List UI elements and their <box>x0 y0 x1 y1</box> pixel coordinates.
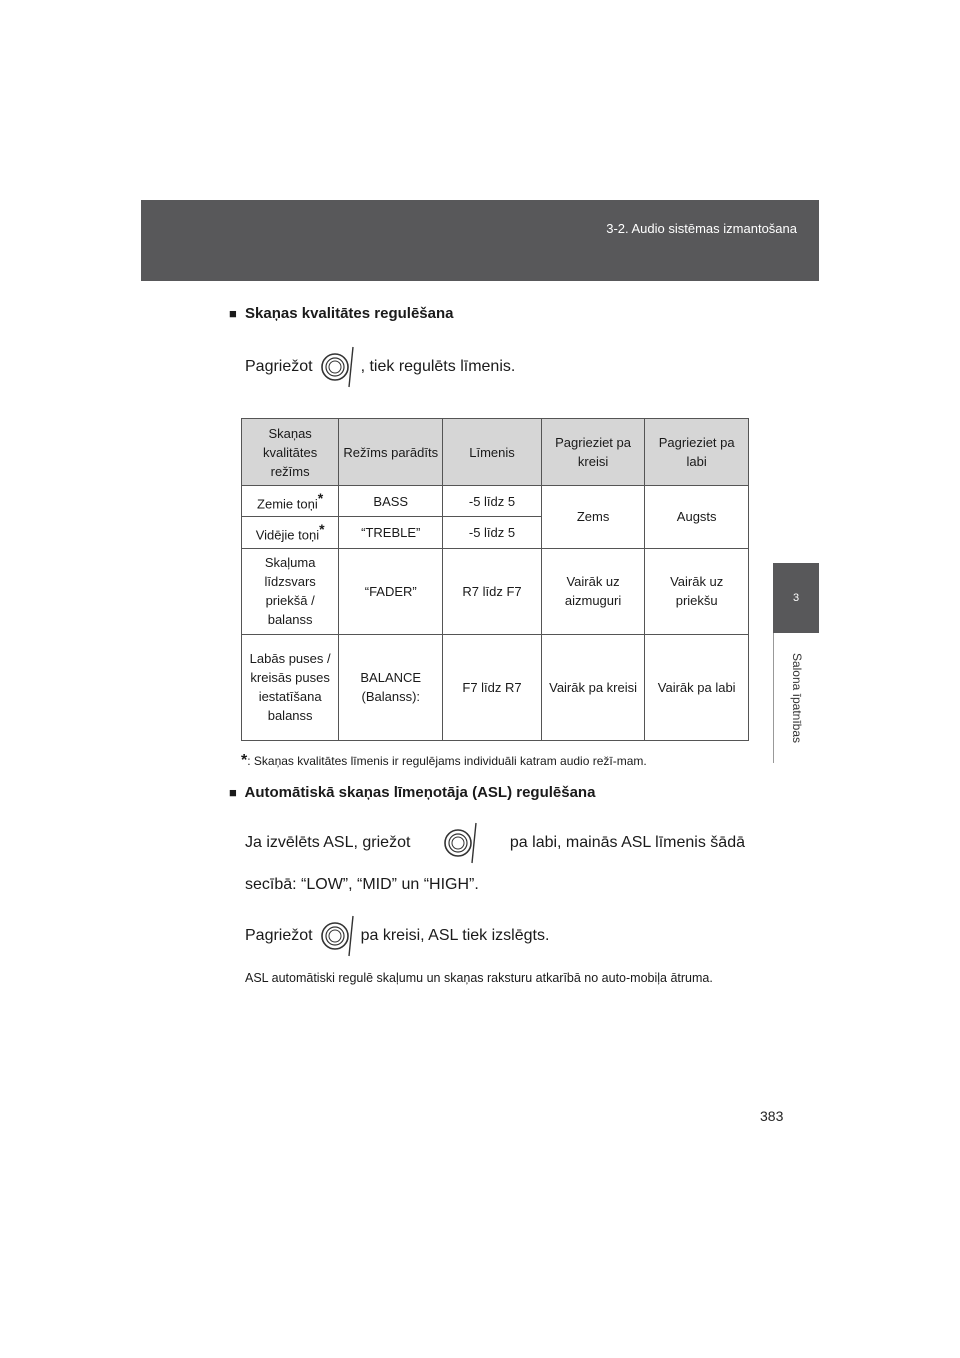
table-cell: Zemie toņi* <box>242 486 339 517</box>
footnote-star: * <box>241 751 248 769</box>
table-cell: Skaļuma līdzsvars priekšā / balanss <box>242 548 339 634</box>
text-span: Pagriežot <box>245 926 313 944</box>
chapter-tab-label <box>773 633 820 763</box>
col-header: Pagrieziet pa labi <box>645 419 749 486</box>
text-span: pa labi, mainās ASL līmenis šādā <box>509 833 745 851</box>
text-span: Ja izvēlēts ASL, griežot <box>245 833 411 851</box>
table-cell: Labās puses / kreisās puses iestatīšana balanss <box>242 634 339 740</box>
volume-knob-icon <box>442 821 478 865</box>
table-header-row <box>242 419 749 486</box>
table-row <box>242 548 749 634</box>
table-cell: -5 līdz 5 <box>443 517 542 548</box>
page-number: 383 <box>760 1108 784 1124</box>
table-cell: -5 līdz 5 <box>443 486 542 517</box>
text-span: Pagriežot <box>245 358 313 375</box>
chapter-tab-number: 3 <box>773 563 819 633</box>
asl-note: ASL automātiski regulē skaļumu un skaņas raksturu atkarībā no auto-mobiļa ātruma. <box>245 970 713 985</box>
text-span: , tiek regulēts līmenis. <box>360 358 516 375</box>
table-cell: “FADER” <box>339 548 443 634</box>
asl-paragraph-1 <box>245 819 745 867</box>
page-content <box>229 300 749 988</box>
table-footnote <box>241 751 749 771</box>
square-bullet-icon: ■ <box>229 306 237 321</box>
volume-knob-icon <box>319 345 355 389</box>
table-cell: R7 līdz F7 <box>443 548 542 634</box>
header-band <box>141 200 819 281</box>
col-header: Skaņas kvalitātes režīms <box>242 419 339 486</box>
section-title: 3-2. Audio sistēmas izmantošana <box>606 221 797 236</box>
table-cell: BASS <box>339 486 443 517</box>
col-header: Pagrieziet pa kreisi <box>541 419 645 486</box>
section-heading-sound-quality <box>229 300 749 328</box>
settings-table <box>241 418 749 741</box>
asl-paragraph-2 <box>245 871 749 899</box>
square-bullet-icon: ■ <box>229 784 237 800</box>
table-cell: Vairāk pa labi <box>645 634 749 740</box>
table-cell: Augsts <box>645 486 749 549</box>
footnote-text: : Skaņas kvalitātes līmenis ir regulējams individuāli katram audio režī-mam. <box>247 753 647 768</box>
heading-text: Automātiskā skaņas līmeņotāja (ASL) regulēšana <box>244 783 596 801</box>
table-cell: F7 līdz R7 <box>443 634 542 740</box>
volume-knob-icon <box>319 914 355 958</box>
col-header: Līmenis <box>443 419 542 486</box>
table-cell: Vairāk uz aizmuguri <box>541 548 645 634</box>
asterisk: * <box>317 490 324 506</box>
chapter-tab-text: Salona īpatnības <box>790 652 804 744</box>
table-cell: Vidējie toņi* <box>242 517 339 548</box>
heading-text: Skaņas kvalitātes regulēšana <box>245 305 454 322</box>
table-cell: Vairāk uz priekšu <box>645 548 749 634</box>
table-cell: Vairāk pa kreisi <box>541 634 645 740</box>
table-row <box>242 486 749 517</box>
table-cell: BALANCE (Balanss): <box>339 634 443 740</box>
table-cell: Zems <box>541 486 645 549</box>
asl-paragraph-3 <box>245 911 749 961</box>
col-header: Režīms parādīts <box>339 419 443 486</box>
text-span: pa kreisi, ASL tiek izslēgts. <box>360 926 550 944</box>
asterisk: * <box>319 521 325 538</box>
intro-paragraph <box>245 342 749 392</box>
table-cell: “TREBLE” <box>339 517 443 548</box>
table-row <box>242 634 749 740</box>
section-heading-asl <box>229 779 749 807</box>
text-span: secībā: “LOW”, “MID” un “HIGH”. <box>245 875 479 893</box>
